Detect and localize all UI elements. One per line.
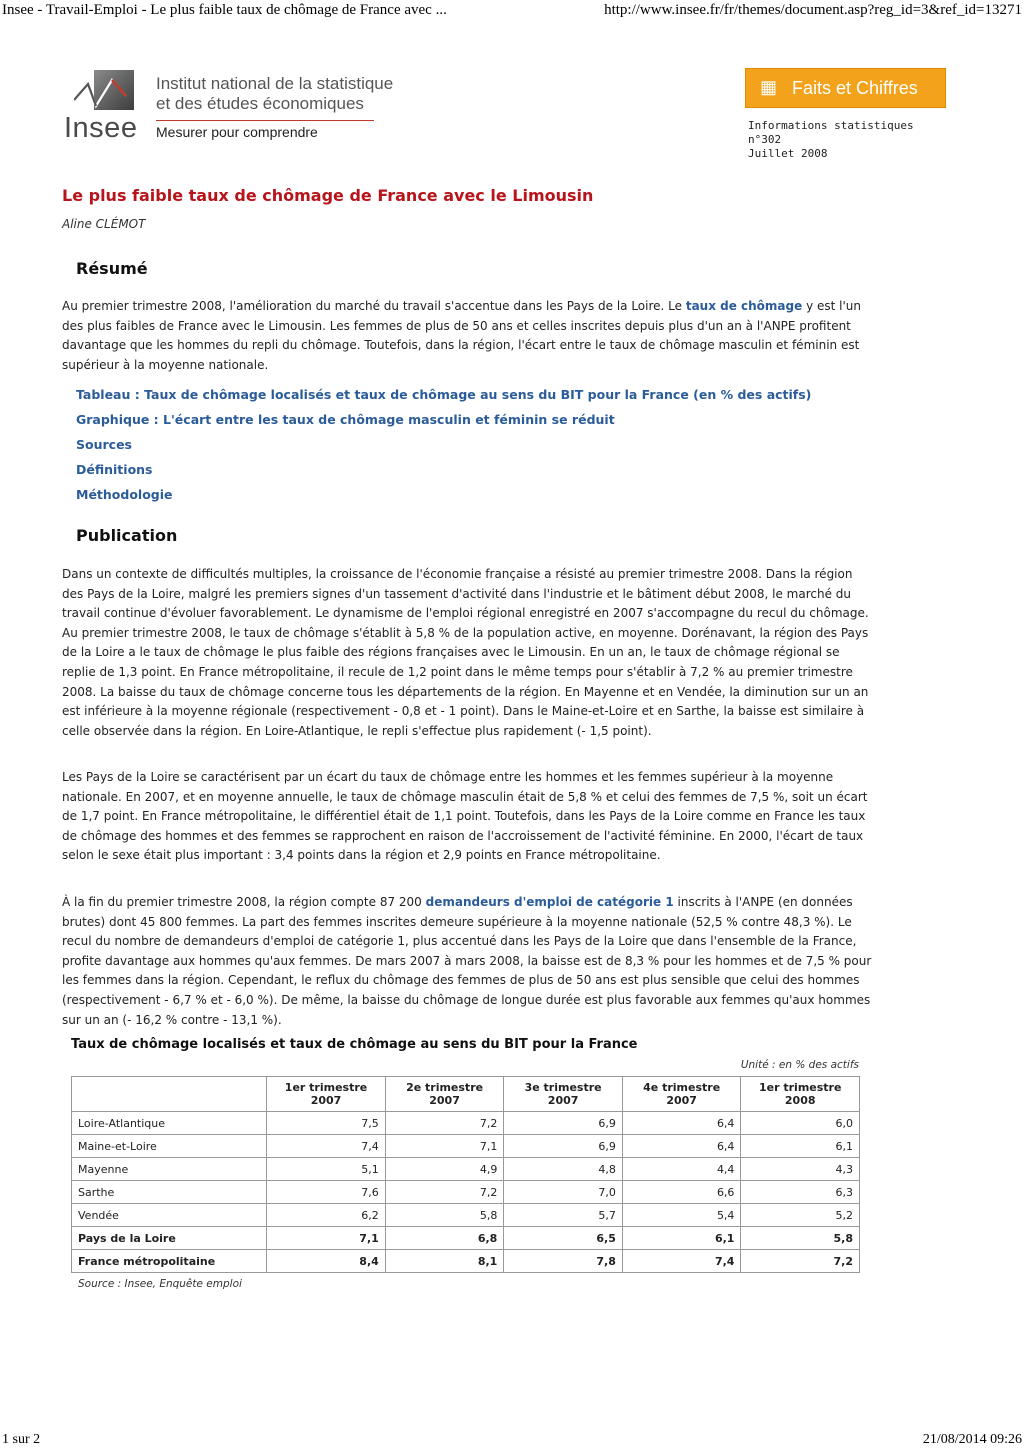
table-cell: 6,3 <box>741 1181 860 1204</box>
table-cell: 5,2 <box>741 1204 860 1227</box>
article-author: Aline CLÉMOT <box>62 217 146 231</box>
publication-heading: Publication <box>76 526 178 545</box>
print-date: 21/08/2014 09:26 <box>922 1432 1022 1447</box>
table-cell: 7,2 <box>385 1112 504 1135</box>
faits-et-chiffres-label: Faits et Chiffres <box>792 78 918 98</box>
resume-heading: Résumé <box>76 259 148 278</box>
table-row <box>72 1227 860 1250</box>
link-tableau[interactable]: Tableau : Taux de chômage localisés et taux de chômage au sens du BIT pour la France (en % des actifs) <box>76 387 812 402</box>
table-cell: 6,9 <box>504 1112 623 1135</box>
table-cell: 6,4 <box>622 1112 741 1135</box>
insee-wordmark: Insee <box>64 112 138 144</box>
unemployment-table <box>71 1076 860 1273</box>
section-links <box>76 386 811 511</box>
table-body <box>72 1112 860 1273</box>
table-cell: 7,1 <box>385 1135 504 1158</box>
table-row <box>72 1158 860 1181</box>
faits-et-chiffres-button[interactable] <box>745 68 946 108</box>
table-row <box>72 1112 860 1135</box>
table-cell: 7,1 <box>267 1227 386 1250</box>
table-title: Taux de chômage localisés et taux de chômage au sens du BIT pour la France <box>71 1037 638 1052</box>
table-cell: 8,1 <box>385 1250 504 1273</box>
header-cell: 4e trimestre 2007 <box>622 1077 741 1112</box>
table-cell: 5,8 <box>385 1204 504 1227</box>
publication-paragraph-2: Les Pays de la Loire se caractérisent par un écart du taux de chômage entre les hommes et les femmes supérieur à la moyenne nationale. En 2007, et en moyenne annuelle, le taux de chômage masculin était de 5,8 % et celui des femmes de 7,5 %, soit un écart de 1,7 point. En France métropolitaine, le différentiel était de 1,1 point. Toutefois, dans les Pays de la Loire comme en France les taux de chômage des hommes et des femmes se rapprochent en raison de l'accroissement de l'activité féminine. En 2000, l'écart de taux selon le sexe était plus important : 3,4 points dans la région et 2,9 points en France métropolitaine. <box>62 770 868 863</box>
print-footer <box>0 1428 1024 1450</box>
print-page-url: http://www.insee.fr/fr/themes/document.asp?reg_id=3&ref_id=13271 <box>604 2 1022 18</box>
row-label: Vendée <box>72 1204 267 1227</box>
row-label: Sarthe <box>72 1181 267 1204</box>
print-page-title: Insee - Travail-Emploi - Le plus faible taux de chômage de France avec ... <box>2 2 447 18</box>
chart-icon: ▦ <box>760 77 778 97</box>
table-cell: 7,8 <box>504 1250 623 1273</box>
table-unit: Unité : en % des actifs <box>740 1059 859 1071</box>
row-label: Loire-Atlantique <box>72 1112 267 1135</box>
table-cell: 5,8 <box>741 1227 860 1250</box>
table-row <box>72 1204 860 1227</box>
header-cell: 2e trimestre 2007 <box>385 1077 504 1112</box>
table-cell: 4,9 <box>385 1158 504 1181</box>
row-label: Pays de la Loire <box>72 1227 267 1250</box>
table-cell: 7,5 <box>267 1112 386 1135</box>
table-cell: 6,5 <box>504 1227 623 1250</box>
row-label: Mayenne <box>72 1158 267 1181</box>
table-cell: 6,2 <box>267 1204 386 1227</box>
logo-tagline: Mesurer pour comprendre <box>156 124 318 140</box>
logo-divider <box>156 120 374 121</box>
institute-name: Institut national de la statistique et des études économiques <box>156 74 394 113</box>
table-cell: 7,2 <box>385 1181 504 1204</box>
table-cell: 5,4 <box>622 1204 741 1227</box>
demandeurs-emploi-link[interactable]: demandeurs d'emploi de catégorie 1 <box>425 895 674 909</box>
table-cell: 6,0 <box>741 1112 860 1135</box>
table-cell: 4,8 <box>504 1158 623 1181</box>
table-cell: 7,2 <box>741 1250 860 1273</box>
table-row <box>72 1181 860 1204</box>
table-cell: 8,4 <box>267 1250 386 1273</box>
table-cell: 6,1 <box>741 1135 860 1158</box>
table-cell: 4,4 <box>622 1158 741 1181</box>
publication-paragraph-3: À la fin du premier trimestre 2008, la région compte 87 200 demandeurs d'emploi de catégorie 1 inscrits à l'ANPE (en données brutes) dont 45 800 femmes. La part des femmes inscrites demeure supérieure à la moyenne nationale (52,5 % contre 48,3 %). Le recul du nombre de demandeurs d'emploi de catégorie 1, plus accentué dans les Pays de la Loire que dans l'ensemble de la France, profite davantage aux hommes qu'aux femmes. De mars 2007 à mars 2008, la baisse est de 8,3 % pour les hommes et de 7,5 % pour les femmes dans la région. Cependant, le reflux du chômage des femmes de plus de 50 ans est plus sensible que celui des hommes (respectivement - 6,7 % et - 6,0 %). De même, la baisse du chômage de longue durée est plus favorable aux femmes qu'aux hommes sur un an (- 16,2 % contre - 13,1 %). <box>62 895 872 1027</box>
row-label: Maine-et-Loire <box>72 1135 267 1158</box>
table-header-row <box>72 1077 860 1112</box>
header-cell: 1er trimestre 2007 <box>267 1077 386 1112</box>
table-cell: 5,1 <box>267 1158 386 1181</box>
table-cell: 7,4 <box>267 1135 386 1158</box>
table-cell: 7,4 <box>622 1250 741 1273</box>
header-cell: 1er trimestre 2008 <box>741 1077 860 1112</box>
link-methodologie[interactable]: Méthodologie <box>76 487 173 502</box>
resume-paragraph: Au premier trimestre 2008, l'amélioration du marché du travail s'accentue dans les Pays de la Loire. Le taux de chômage y est l'un des plus faibles de France avec le Limousin. Les femmes de plus de 50 ans et celles inscrites depuis plus d'un an à l'ANPE profitent davantage que les hommes du repli du chômage. Toutefois, dans la région, l'écart entre le taux de chômage masculin et féminin est supérieur à la moyenne nationale. <box>62 299 861 372</box>
link-definitions[interactable]: Définitions <box>76 462 153 477</box>
header-empty <box>72 1077 267 1112</box>
table-row <box>72 1250 860 1273</box>
table-cell: 5,7 <box>504 1204 623 1227</box>
table-cell: 7,6 <box>267 1181 386 1204</box>
row-label: France métropolitaine <box>72 1250 267 1273</box>
table-cell: 6,9 <box>504 1135 623 1158</box>
table-cell: 7,0 <box>504 1181 623 1204</box>
insee-logo[interactable] <box>62 68 392 148</box>
page-number: 1 sur 2 <box>2 1432 41 1447</box>
table-cell: 6,4 <box>622 1135 741 1158</box>
article-title: Le plus faible taux de chômage de France avec le Limousin <box>62 186 594 205</box>
print-header <box>0 0 1024 24</box>
header-cell: 3e trimestre 2007 <box>504 1077 623 1112</box>
link-sources[interactable]: Sources <box>76 437 132 452</box>
table-cell: 6,8 <box>385 1227 504 1250</box>
publication-info: Informations statistiques n°302 Juillet 2008 <box>748 119 914 160</box>
table-source: Source : Insee, Enquête emploi <box>78 1278 242 1290</box>
link-graphique[interactable]: Graphique : L'écart entre les taux de chômage masculin et féminin se réduit <box>76 412 615 427</box>
table-row <box>72 1135 860 1158</box>
taux-de-chomage-link[interactable]: taux de chômage <box>685 299 803 313</box>
table-cell: 4,3 <box>741 1158 860 1181</box>
table-cell: 6,1 <box>622 1227 741 1250</box>
publication-paragraph-1: Dans un contexte de difficultés multiples, la croissance de l'économie française a résisté au premier trimestre 2008. Dans la région des Pays de la Loire, malgré les premiers signes d'un tassement d'activité dans l'industrie et le bâtiment début 2008, le marché du travail continue d'évoluer favorablement. Le dynamisme de l'emploi régional enregistré en 2007 s'accompagne du recul du chômage. Au premier trimestre 2008, le taux de chômage s'établit à 5,8 % de la population active, en moyenne. Dorénavant, la région des Pays de la Loire a le taux de chômage le plus faible des régions françaises avec le Limousin. En un an, le taux de chômage régional se replie de 1,3 point. En France métropolitaine, il recule de 1,2 point dans le même temps pour s'établir à 7,2 % au premier trimestre 2008. La baisse du taux de chômage concerne tous les départements de la région. En Mayenne et en Vendée, la diminution sur un an est inférieure à la moyenne régionale (respectivement - 0,8 et - 1 point). Dans le Maine-et-Loire et en Sarthe, la baisse est similaire à celle observée dans la région. En Loire-Atlantique, le repli s'effectue plus rapidement (- 1,5 point). <box>62 567 869 738</box>
table-cell: 6,6 <box>622 1181 741 1204</box>
